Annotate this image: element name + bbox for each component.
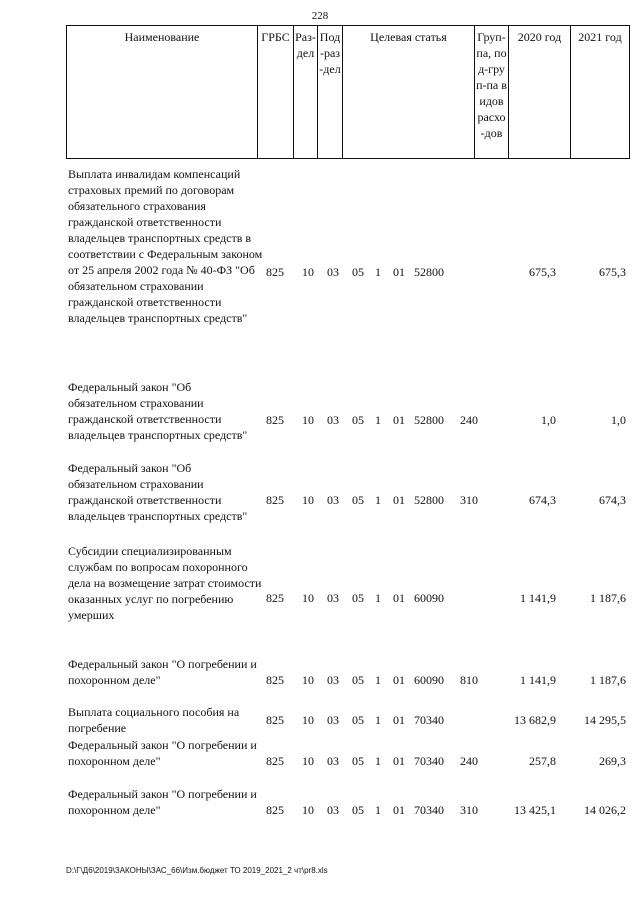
cell-year-2021: 1 187,6 xyxy=(590,673,626,687)
cell-razdel: 10 xyxy=(302,265,314,279)
cell-cs-program: 05 xyxy=(352,673,364,687)
cell-cs-direction: 70340 xyxy=(414,803,444,817)
cell-year-2021: 14 026,2 xyxy=(584,803,626,817)
cell-year-2020: 257,8 xyxy=(529,754,556,768)
cell-cs-event: 01 xyxy=(393,591,405,605)
cell-vid-rashodov: 240 xyxy=(460,413,478,427)
cell-grbs: 825 xyxy=(266,713,284,727)
cell-grbs: 825 xyxy=(266,591,284,605)
cell-podrazdel: 03 xyxy=(327,673,339,687)
row-name: Выплата социального пособия на погребение xyxy=(68,705,240,735)
row-name: Субсидии специализированным службам по вопросам похоронного дела на возмещение затрат стоимости оказанных услуг по погребению умерших xyxy=(68,544,262,622)
row-name: Федеральный закон "Об обязательном страховании гражданской ответственности владельцев транспортных средств" xyxy=(68,380,248,442)
cell-cs-program: 05 xyxy=(352,413,364,427)
header-year-2020: 2020 год xyxy=(509,26,571,159)
cell-cs-event: 01 xyxy=(393,265,405,279)
cell-cs-subprogram: 1 xyxy=(375,591,381,605)
cell-cs-program: 05 xyxy=(352,493,364,507)
cell-podrazdel: 03 xyxy=(327,493,339,507)
cell-grbs: 825 xyxy=(266,265,284,279)
cell-cs-direction: 52800 xyxy=(414,493,444,507)
header-razdel: Раз-дел xyxy=(294,26,318,159)
cell-podrazdel: 03 xyxy=(327,413,339,427)
cell-cs-direction: 70340 xyxy=(414,754,444,768)
header-year-2021: 2021 год xyxy=(571,26,630,159)
cell-cs-direction: 70340 xyxy=(414,713,444,727)
row-name: Федеральный закон "Об обязательном страховании гражданской ответственности владельцев транспортных средств" xyxy=(68,461,248,523)
cell-cs-subprogram: 1 xyxy=(375,413,381,427)
cell-cs-program: 05 xyxy=(352,713,364,727)
cell-vid-rashodov: 810 xyxy=(460,673,478,687)
footer-file-path: D:\Г\Д6\2019\ЗАКОНЫ\ЗАС_66\Изм.бюджет ТО 2019_2021_2 чт\pr8.xls xyxy=(66,866,328,875)
cell-podrazdel: 03 xyxy=(327,754,339,768)
cell-year-2021: 269,3 xyxy=(599,754,626,768)
cell-cs-event: 01 xyxy=(393,493,405,507)
row-name: Федеральный закон "О погребении и похоронном деле" xyxy=(68,787,257,817)
table-header xyxy=(66,25,630,159)
cell-cs-subprogram: 1 xyxy=(375,803,381,817)
cell-grbs: 825 xyxy=(266,803,284,817)
row-name: Выплата инвалидам компенсаций страховых премий по договорам обязательного страхования гражданской ответственности владельцев транспортных средств в соответствии с Федеральным законом от 25 апреля 2002 года № 40-ФЗ "Об обязательном страховании гражданской ответственности владельцев транспортных средств" xyxy=(68,167,263,325)
header-podrazdel: Под-раз-дел xyxy=(318,26,343,159)
cell-year-2020: 674,3 xyxy=(529,493,556,507)
cell-cs-event: 01 xyxy=(393,713,405,727)
page-number: 228 xyxy=(311,10,329,22)
cell-cs-direction: 60090 xyxy=(414,591,444,605)
cell-year-2020: 13 682,9 xyxy=(514,713,556,727)
cell-razdel: 10 xyxy=(302,591,314,605)
cell-year-2021: 14 295,5 xyxy=(584,713,626,727)
cell-vid-rashodov: 240 xyxy=(460,754,478,768)
header-name: Наименование xyxy=(67,26,258,159)
cell-year-2021: 1 187,6 xyxy=(590,591,626,605)
cell-razdel: 10 xyxy=(302,493,314,507)
cell-cs-program: 05 xyxy=(352,803,364,817)
cell-cs-direction: 52800 xyxy=(414,413,444,427)
cell-year-2021: 675,3 xyxy=(599,265,626,279)
cell-year-2021: 674,3 xyxy=(599,493,626,507)
cell-cs-event: 01 xyxy=(393,754,405,768)
cell-podrazdel: 03 xyxy=(327,803,339,817)
cell-year-2020: 13 425,1 xyxy=(514,803,556,817)
cell-grbs: 825 xyxy=(266,493,284,507)
cell-razdel: 10 xyxy=(302,673,314,687)
cell-vid-rashodov: 310 xyxy=(460,803,478,817)
cell-razdel: 10 xyxy=(302,713,314,727)
cell-cs-subprogram: 1 xyxy=(375,713,381,727)
cell-cs-subprogram: 1 xyxy=(375,493,381,507)
cell-grbs: 825 xyxy=(266,413,284,427)
cell-cs-program: 05 xyxy=(352,591,364,605)
cell-vid-rashodov: 310 xyxy=(460,493,478,507)
cell-cs-program: 05 xyxy=(352,265,364,279)
cell-cs-direction: 52800 xyxy=(414,265,444,279)
header-gruppa-vidov-rashodov: Груп-па, под-груп-па видов расхо-дов xyxy=(475,26,509,159)
row-name: Федеральный закон "О погребении и похоронном деле" xyxy=(68,738,257,768)
cell-cs-event: 01 xyxy=(393,673,405,687)
cell-cs-event: 01 xyxy=(393,803,405,817)
cell-cs-subprogram: 1 xyxy=(375,754,381,768)
cell-cs-program: 05 xyxy=(352,754,364,768)
cell-cs-subprogram: 1 xyxy=(375,265,381,279)
cell-year-2021: 1,0 xyxy=(611,413,626,427)
cell-razdel: 10 xyxy=(302,754,314,768)
cell-grbs: 825 xyxy=(266,673,284,687)
cell-podrazdel: 03 xyxy=(327,591,339,605)
cell-cs-direction: 60090 xyxy=(414,673,444,687)
cell-grbs: 825 xyxy=(266,754,284,768)
cell-podrazdel: 03 xyxy=(327,265,339,279)
header-grbs: ГРБС xyxy=(258,26,294,159)
cell-year-2020: 1 141,9 xyxy=(520,673,556,687)
cell-cs-subprogram: 1 xyxy=(375,673,381,687)
cell-year-2020: 675,3 xyxy=(529,265,556,279)
cell-podrazdel: 03 xyxy=(327,713,339,727)
cell-year-2020: 1 141,9 xyxy=(520,591,556,605)
header-celevaya-statya: Целевая статья xyxy=(343,26,475,159)
cell-razdel: 10 xyxy=(302,803,314,817)
row-name: Федеральный закон "О погребении и похоронном деле" xyxy=(68,657,257,687)
cell-year-2020: 1,0 xyxy=(541,413,556,427)
cell-cs-event: 01 xyxy=(393,413,405,427)
cell-razdel: 10 xyxy=(302,413,314,427)
